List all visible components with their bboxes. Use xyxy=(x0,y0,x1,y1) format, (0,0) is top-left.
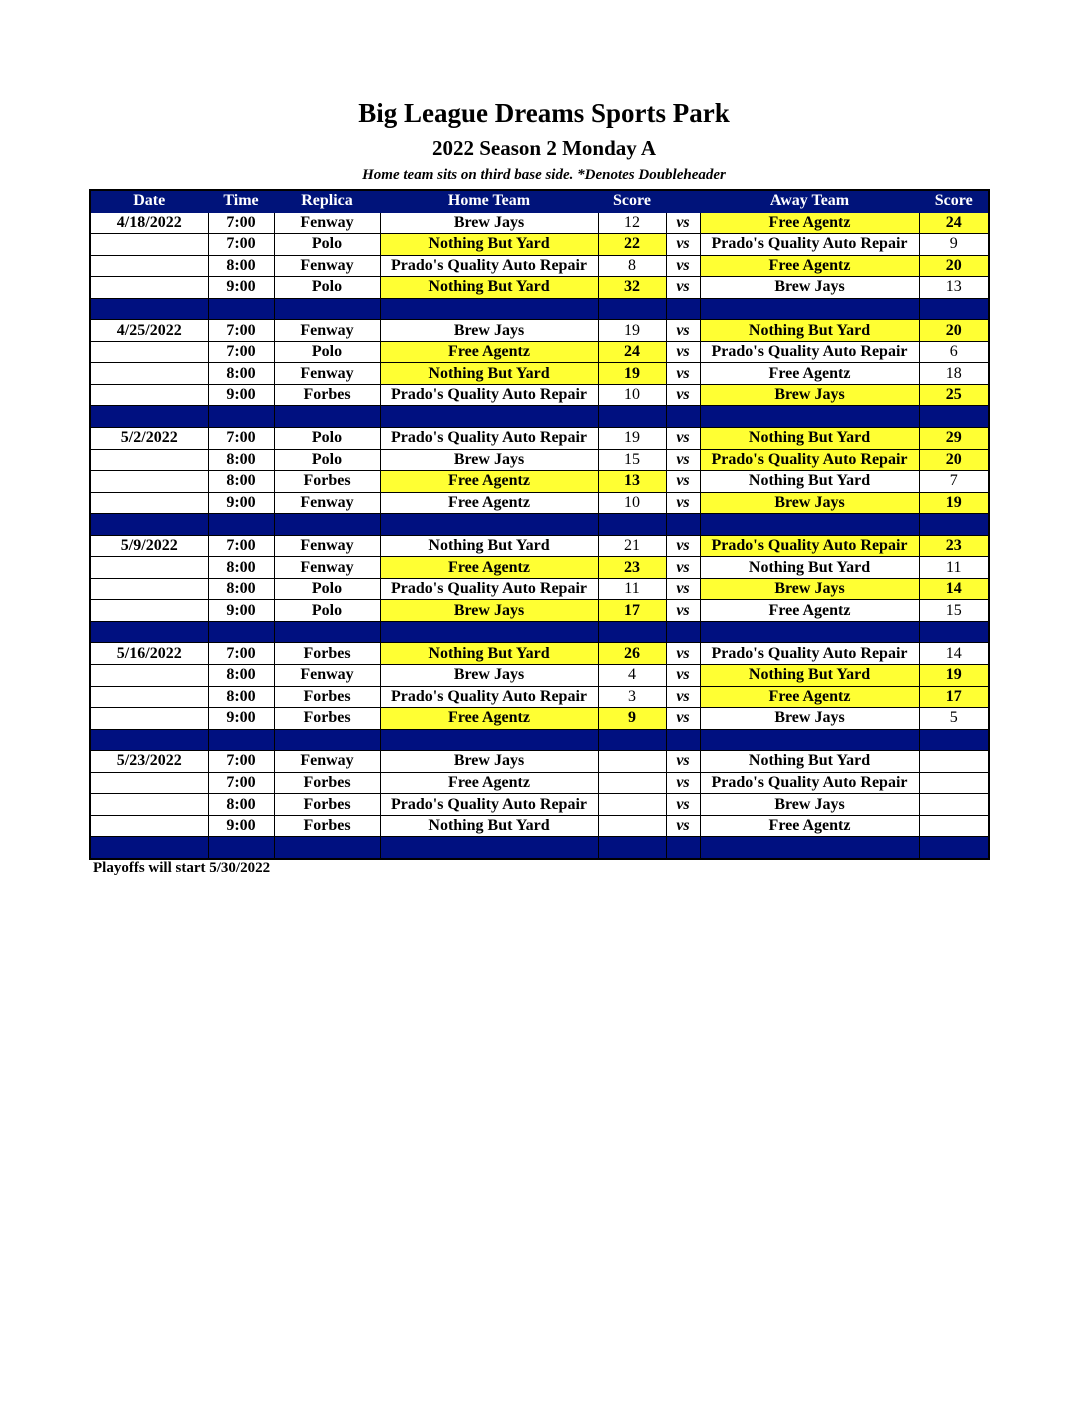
time-cell: 7:00 xyxy=(208,535,274,557)
separator-cell xyxy=(90,729,208,751)
table-row xyxy=(90,449,989,471)
date-cell: 5/2/2022 xyxy=(90,428,208,450)
away-score-cell: 29 xyxy=(919,428,989,450)
week-separator-row xyxy=(90,514,989,536)
home-score-cell: 19 xyxy=(598,363,666,385)
separator-cell xyxy=(666,514,700,536)
separator-cell xyxy=(666,406,700,428)
away-score-cell: 15 xyxy=(919,600,989,622)
home-score-cell xyxy=(598,794,666,816)
vs-label: vs xyxy=(666,449,700,471)
home-team-cell: Brew Jays xyxy=(380,751,598,773)
table-row xyxy=(90,557,989,579)
date-cell: 5/16/2022 xyxy=(90,643,208,665)
field-cell: Polo xyxy=(274,277,380,299)
home-team-cell: Nothing But Yard xyxy=(380,643,598,665)
home-team-cell: Prado's Quality Auto Repair xyxy=(380,384,598,406)
home-team-cell: Brew Jays xyxy=(380,665,598,687)
date-cell xyxy=(90,471,208,493)
column-header: Replica xyxy=(274,190,380,212)
separator-cell xyxy=(919,837,989,859)
away-score-cell: 25 xyxy=(919,384,989,406)
time-cell: 9:00 xyxy=(208,708,274,730)
table-row xyxy=(90,686,989,708)
separator-cell xyxy=(208,837,274,859)
vs-label: vs xyxy=(666,708,700,730)
home-score-cell: 10 xyxy=(598,492,666,514)
away-score-cell: 13 xyxy=(919,277,989,299)
field-cell: Forbes xyxy=(274,643,380,665)
table-row xyxy=(90,492,989,514)
home-team-cell: Free Agentz xyxy=(380,557,598,579)
away-score-cell xyxy=(919,794,989,816)
away-score-cell: 19 xyxy=(919,492,989,514)
home-score-cell: 26 xyxy=(598,643,666,665)
date-cell xyxy=(90,772,208,794)
separator-cell xyxy=(700,514,919,536)
table-row xyxy=(90,794,989,816)
table-row xyxy=(90,255,989,277)
separator-cell xyxy=(919,514,989,536)
separator-cell xyxy=(700,298,919,320)
home-team-cell: Brew Jays xyxy=(380,449,598,471)
vs-label: vs xyxy=(666,535,700,557)
home-score-cell xyxy=(598,815,666,837)
time-cell: 7:00 xyxy=(208,428,274,450)
table-row xyxy=(90,363,989,385)
date-cell xyxy=(90,708,208,730)
table-row xyxy=(90,341,989,363)
table-row xyxy=(90,815,989,837)
vs-label: vs xyxy=(666,255,700,277)
separator-cell xyxy=(700,621,919,643)
separator-cell xyxy=(666,621,700,643)
away-team-cell: Nothing But Yard xyxy=(700,665,919,687)
separator-cell xyxy=(380,298,598,320)
away-score-cell: 11 xyxy=(919,557,989,579)
separator-cell xyxy=(90,406,208,428)
doubleheader-note: Home team sits on third base side. *Denotes Doubleheader xyxy=(362,167,726,183)
date-cell xyxy=(90,600,208,622)
home-team-cell: Free Agentz xyxy=(380,708,598,730)
separator-cell xyxy=(274,406,380,428)
away-team-cell: Brew Jays xyxy=(700,708,919,730)
date-cell xyxy=(90,363,208,385)
home-score-cell xyxy=(598,751,666,773)
time-cell: 8:00 xyxy=(208,471,274,493)
field-cell: Forbes xyxy=(274,815,380,837)
field-cell: Polo xyxy=(274,449,380,471)
separator-cell xyxy=(598,406,666,428)
home-score-cell: 4 xyxy=(598,665,666,687)
home-team-cell: Brew Jays xyxy=(380,600,598,622)
vs-label: vs xyxy=(666,428,700,450)
separator-cell xyxy=(208,406,274,428)
away-team-cell: Free Agentz xyxy=(700,815,919,837)
date-cell xyxy=(90,557,208,579)
week-separator-row xyxy=(90,621,989,643)
table-row xyxy=(90,600,989,622)
column-header: Date xyxy=(90,190,208,212)
vs-label: vs xyxy=(666,320,700,342)
away-score-cell: 20 xyxy=(919,320,989,342)
home-score-cell: 9 xyxy=(598,708,666,730)
table-row xyxy=(90,643,989,665)
date-cell xyxy=(90,665,208,687)
away-score-cell: 14 xyxy=(919,578,989,600)
time-cell: 7:00 xyxy=(208,643,274,665)
week-separator-row xyxy=(90,837,989,859)
separator-cell xyxy=(274,729,380,751)
home-team-cell: Nothing But Yard xyxy=(380,535,598,557)
date-cell xyxy=(90,686,208,708)
vs-label: vs xyxy=(666,815,700,837)
home-team-cell: Prado's Quality Auto Repair xyxy=(380,686,598,708)
date-cell: 5/9/2022 xyxy=(90,535,208,557)
away-score-cell: 17 xyxy=(919,686,989,708)
table-row xyxy=(90,234,989,256)
home-score-cell: 19 xyxy=(598,320,666,342)
date-cell: 5/23/2022 xyxy=(90,751,208,773)
table-row xyxy=(90,535,989,557)
home-team-cell: Free Agentz xyxy=(380,492,598,514)
table-row xyxy=(90,212,989,234)
field-cell: Fenway xyxy=(274,535,380,557)
field-cell: Fenway xyxy=(274,363,380,385)
time-cell: 9:00 xyxy=(208,600,274,622)
vs-label: vs xyxy=(666,212,700,234)
away-team-cell: Brew Jays xyxy=(700,277,919,299)
page-title: Big League Dreams Sports Park xyxy=(358,98,730,128)
separator-cell xyxy=(208,298,274,320)
home-score-cell: 17 xyxy=(598,600,666,622)
date-cell xyxy=(90,255,208,277)
away-score-cell: 24 xyxy=(919,212,989,234)
time-cell: 7:00 xyxy=(208,320,274,342)
away-score-cell: 7 xyxy=(919,471,989,493)
field-cell: Fenway xyxy=(274,492,380,514)
field-cell: Fenway xyxy=(274,212,380,234)
away-score-cell: 19 xyxy=(919,665,989,687)
away-team-cell: Free Agentz xyxy=(700,600,919,622)
date-cell xyxy=(90,384,208,406)
home-score-cell: 13 xyxy=(598,471,666,493)
vs-label: vs xyxy=(666,643,700,665)
home-score-cell: 11 xyxy=(598,578,666,600)
home-team-cell: Prado's Quality Auto Repair xyxy=(380,578,598,600)
field-cell: Forbes xyxy=(274,708,380,730)
vs-label: vs xyxy=(666,471,700,493)
separator-cell xyxy=(598,514,666,536)
away-score-cell: 23 xyxy=(919,535,989,557)
time-cell: 7:00 xyxy=(208,234,274,256)
separator-cell xyxy=(380,514,598,536)
away-team-cell: Brew Jays xyxy=(700,384,919,406)
home-score-cell: 19 xyxy=(598,428,666,450)
away-team-cell: Free Agentz xyxy=(700,363,919,385)
away-team-cell: Nothing But Yard xyxy=(700,557,919,579)
away-team-cell: Nothing But Yard xyxy=(700,320,919,342)
page-subtitle: 2022 Season 2 Monday A xyxy=(431,136,657,160)
home-team-cell: Prado's Quality Auto Repair xyxy=(380,255,598,277)
table-row xyxy=(90,320,989,342)
field-cell: Forbes xyxy=(274,384,380,406)
playoffs-note: Playoffs will start 5/30/2022 xyxy=(93,860,271,876)
separator-cell xyxy=(598,298,666,320)
away-team-cell: Brew Jays xyxy=(700,492,919,514)
separator-cell xyxy=(380,837,598,859)
home-team-cell: Nothing But Yard xyxy=(380,363,598,385)
time-cell: 9:00 xyxy=(208,277,274,299)
vs-label: vs xyxy=(666,772,700,794)
field-cell: Polo xyxy=(274,600,380,622)
schedule-table xyxy=(89,189,990,860)
field-cell: Fenway xyxy=(274,751,380,773)
away-team-cell: Brew Jays xyxy=(700,578,919,600)
away-team-cell: Nothing But Yard xyxy=(700,471,919,493)
home-score-cell: 32 xyxy=(598,277,666,299)
vs-label: vs xyxy=(666,751,700,773)
week-separator-row xyxy=(90,298,989,320)
away-score-cell: 6 xyxy=(919,341,989,363)
home-score-cell: 21 xyxy=(598,535,666,557)
separator-cell xyxy=(666,729,700,751)
separator-cell xyxy=(208,729,274,751)
separator-cell xyxy=(90,837,208,859)
away-team-cell: Prado's Quality Auto Repair xyxy=(700,449,919,471)
home-team-cell: Brew Jays xyxy=(380,320,598,342)
home-score-cell: 8 xyxy=(598,255,666,277)
separator-cell xyxy=(90,621,208,643)
time-cell: 8:00 xyxy=(208,449,274,471)
table-row xyxy=(90,471,989,493)
vs-label: vs xyxy=(666,234,700,256)
separator-cell xyxy=(208,514,274,536)
away-team-cell: Prado's Quality Auto Repair xyxy=(700,772,919,794)
time-cell: 9:00 xyxy=(208,815,274,837)
away-team-cell: Free Agentz xyxy=(700,686,919,708)
field-cell: Forbes xyxy=(274,772,380,794)
home-team-cell: Free Agentz xyxy=(380,471,598,493)
field-cell: Polo xyxy=(274,578,380,600)
date-cell xyxy=(90,815,208,837)
field-cell: Fenway xyxy=(274,255,380,277)
date-cell xyxy=(90,794,208,816)
away-score-cell: 14 xyxy=(919,643,989,665)
away-score-cell: 9 xyxy=(919,234,989,256)
home-team-cell: Nothing But Yard xyxy=(380,234,598,256)
table-row xyxy=(90,751,989,773)
home-score-cell xyxy=(598,772,666,794)
separator-cell xyxy=(700,406,919,428)
separator-cell xyxy=(274,514,380,536)
vs-label: vs xyxy=(666,665,700,687)
time-cell: 9:00 xyxy=(208,384,274,406)
away-team-cell: Free Agentz xyxy=(700,255,919,277)
home-score-cell: 12 xyxy=(598,212,666,234)
date-cell xyxy=(90,277,208,299)
table-row xyxy=(90,428,989,450)
separator-cell xyxy=(208,621,274,643)
date-cell xyxy=(90,341,208,363)
separator-cell xyxy=(700,729,919,751)
home-score-cell: 22 xyxy=(598,234,666,256)
vs-label: vs xyxy=(666,277,700,299)
home-score-cell: 24 xyxy=(598,341,666,363)
home-team-cell: Free Agentz xyxy=(380,772,598,794)
time-cell: 8:00 xyxy=(208,255,274,277)
separator-cell xyxy=(598,729,666,751)
away-score-cell xyxy=(919,772,989,794)
time-cell: 7:00 xyxy=(208,772,274,794)
time-cell: 8:00 xyxy=(208,686,274,708)
column-header: Score xyxy=(598,190,666,212)
vs-label: vs xyxy=(666,341,700,363)
vs-label: vs xyxy=(666,384,700,406)
away-team-cell: Prado's Quality Auto Repair xyxy=(700,341,919,363)
home-score-cell: 15 xyxy=(598,449,666,471)
home-team-cell: Brew Jays xyxy=(380,212,598,234)
away-score-cell: 20 xyxy=(919,449,989,471)
table-row xyxy=(90,384,989,406)
table-row xyxy=(90,708,989,730)
column-header: Away Team xyxy=(700,190,919,212)
separator-cell xyxy=(919,298,989,320)
week-separator-row xyxy=(90,406,989,428)
week-separator-row xyxy=(90,729,989,751)
away-team-cell: Prado's Quality Auto Repair xyxy=(700,643,919,665)
separator-cell xyxy=(380,621,598,643)
field-cell: Polo xyxy=(274,341,380,363)
separator-cell xyxy=(90,514,208,536)
home-score-cell: 23 xyxy=(598,557,666,579)
separator-cell xyxy=(919,729,989,751)
field-cell: Polo xyxy=(274,234,380,256)
field-cell: Forbes xyxy=(274,686,380,708)
away-team-cell: Nothing But Yard xyxy=(700,428,919,450)
table-header-row xyxy=(90,190,989,212)
away-score-cell xyxy=(919,815,989,837)
time-cell: 7:00 xyxy=(208,212,274,234)
field-cell: Polo xyxy=(274,428,380,450)
time-cell: 8:00 xyxy=(208,363,274,385)
table-row xyxy=(90,277,989,299)
away-team-cell: Prado's Quality Auto Repair xyxy=(700,234,919,256)
column-header xyxy=(666,190,700,212)
field-cell: Fenway xyxy=(274,320,380,342)
separator-cell xyxy=(666,298,700,320)
time-cell: 7:00 xyxy=(208,341,274,363)
separator-cell xyxy=(666,837,700,859)
vs-label: vs xyxy=(666,600,700,622)
separator-cell xyxy=(90,298,208,320)
time-cell: 9:00 xyxy=(208,492,274,514)
vs-label: vs xyxy=(666,363,700,385)
column-header: Score xyxy=(919,190,989,212)
date-cell xyxy=(90,492,208,514)
away-team-cell: Nothing But Yard xyxy=(700,751,919,773)
separator-cell xyxy=(380,729,598,751)
field-cell: Fenway xyxy=(274,557,380,579)
field-cell: Forbes xyxy=(274,794,380,816)
date-cell xyxy=(90,234,208,256)
home-team-cell: Nothing But Yard xyxy=(380,277,598,299)
away-score-cell: 18 xyxy=(919,363,989,385)
home-team-cell: Nothing But Yard xyxy=(380,815,598,837)
separator-cell xyxy=(274,621,380,643)
home-score-cell: 3 xyxy=(598,686,666,708)
date-cell: 4/18/2022 xyxy=(90,212,208,234)
vs-label: vs xyxy=(666,492,700,514)
away-score-cell xyxy=(919,751,989,773)
date-cell xyxy=(90,578,208,600)
separator-cell xyxy=(598,621,666,643)
field-cell: Forbes xyxy=(274,471,380,493)
home-score-cell: 10 xyxy=(598,384,666,406)
table-row xyxy=(90,578,989,600)
schedule-body xyxy=(90,212,989,859)
time-cell: 8:00 xyxy=(208,794,274,816)
away-team-cell: Brew Jays xyxy=(700,794,919,816)
away-score-cell: 5 xyxy=(919,708,989,730)
home-team-cell: Prado's Quality Auto Repair xyxy=(380,794,598,816)
vs-label: vs xyxy=(666,686,700,708)
separator-cell xyxy=(274,298,380,320)
time-cell: 8:00 xyxy=(208,665,274,687)
time-cell: 8:00 xyxy=(208,578,274,600)
away-team-cell: Prado's Quality Auto Repair xyxy=(700,535,919,557)
home-team-cell: Prado's Quality Auto Repair xyxy=(380,428,598,450)
column-header: Time xyxy=(208,190,274,212)
separator-cell xyxy=(274,837,380,859)
separator-cell xyxy=(380,406,598,428)
date-cell: 4/25/2022 xyxy=(90,320,208,342)
vs-label: vs xyxy=(666,794,700,816)
date-cell xyxy=(90,449,208,471)
away-team-cell: Free Agentz xyxy=(700,212,919,234)
table-row xyxy=(90,772,989,794)
time-cell: 8:00 xyxy=(208,557,274,579)
field-cell: Fenway xyxy=(274,665,380,687)
column-header: Home Team xyxy=(380,190,598,212)
separator-cell xyxy=(598,837,666,859)
separator-cell xyxy=(919,406,989,428)
separator-cell xyxy=(919,621,989,643)
vs-label: vs xyxy=(666,578,700,600)
vs-label: vs xyxy=(666,557,700,579)
home-team-cell: Free Agentz xyxy=(380,341,598,363)
separator-cell xyxy=(700,837,919,859)
time-cell: 7:00 xyxy=(208,751,274,773)
away-score-cell: 20 xyxy=(919,255,989,277)
table-row xyxy=(90,665,989,687)
